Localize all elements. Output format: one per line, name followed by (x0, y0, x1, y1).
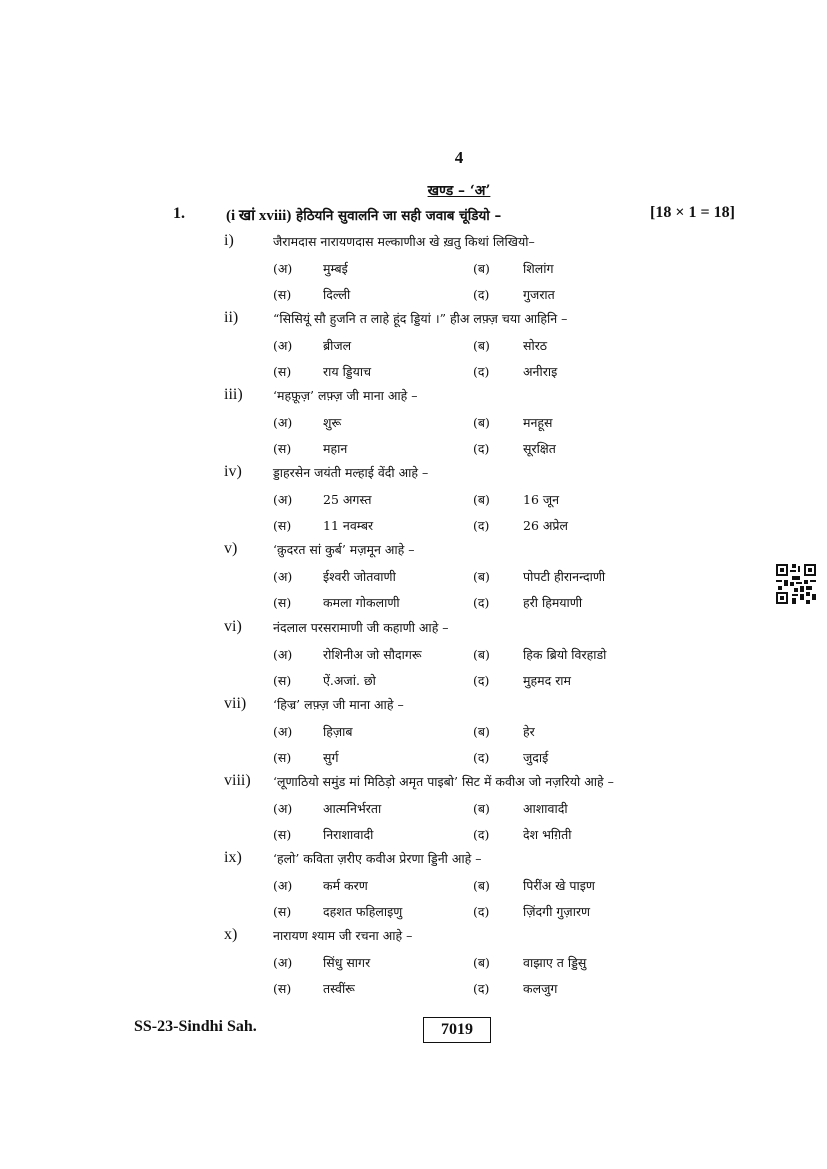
option-label: (ब) (473, 723, 490, 739)
option-label: (स) (273, 518, 292, 534)
option-text: पिरींअ खे पाइण (523, 877, 595, 893)
option-text: वाझाए त ड्डिसु (523, 954, 587, 970)
option-text: हिक ब्रियो विरहाडो (523, 646, 607, 662)
option-label: (स) (273, 595, 292, 611)
subquestion-number: ii) (224, 309, 239, 327)
subquestion (0, 618, 827, 696)
subquestion-text: ‘महफ़ूज़’ लफ़्ज़ जी माना आहे – (273, 388, 418, 404)
option-label: (द) (473, 826, 490, 842)
option-text: ज़िंदगी गुज़ारण (523, 903, 591, 919)
subquestion (0, 926, 827, 1004)
option-label: (स) (273, 672, 292, 688)
subquestion (0, 772, 827, 850)
option-label: (अ) (273, 723, 293, 739)
option-label: (स) (273, 826, 292, 842)
option-label: (अ) (273, 569, 293, 585)
subquestion-number: v) (224, 540, 238, 558)
option-text: सिंधु सागर (323, 954, 371, 970)
section-title (0, 181, 827, 200)
option-text: दहशत फहिलाइणु (323, 903, 403, 919)
subquestion (0, 463, 827, 541)
option-text: सूरक्षित (523, 441, 556, 457)
paper-number-box: 7019 (423, 1017, 491, 1043)
subquestion-number: ix) (224, 848, 242, 866)
subquestion-text: नारायण श्याम जी रचना आहे – (273, 927, 413, 943)
option-label: (ब) (473, 492, 490, 508)
option-label: (अ) (273, 646, 293, 662)
option-text: 16 जून (523, 492, 560, 508)
option-label: (द) (473, 595, 490, 611)
subquestion-number: i) (224, 232, 234, 249)
subquestion (0, 386, 827, 464)
option-text: मुम्बई (323, 261, 348, 276)
option-label: (द) (473, 287, 490, 302)
subquestion-number: vi) (224, 617, 242, 635)
option-text: तस्वींरू (323, 980, 355, 996)
option-label: (स) (273, 749, 292, 765)
instruction-range: (i खां xviii) (226, 208, 292, 224)
option-text: शिलांग (523, 261, 554, 276)
subquestion-number: iii) (224, 386, 243, 404)
option-text: देश भग़िती (523, 826, 572, 842)
option-label: (अ) (273, 338, 293, 354)
option-text: निराशावादी (323, 826, 374, 842)
subquestion-text: नंदलाल परसरामाणी जी कहाणी आहे – (273, 619, 449, 635)
option-label: (स) (273, 980, 292, 996)
subquestion (0, 309, 827, 387)
option-text: जुदाई (523, 749, 549, 765)
subquestion-text: ‘हलो’ कविता ज़रीए कवीअ प्रेरणा ड्डिनी आहे – (273, 850, 482, 866)
subquestion-number: x) (224, 925, 238, 943)
option-label: (ब) (473, 261, 490, 276)
subquestion-text: ‘क़ुदरत सां कुर्ब’ मज़मून आहे – (273, 542, 415, 558)
option-label: (द) (473, 518, 490, 534)
option-label: (द) (473, 364, 490, 380)
option-text: मनहूस (523, 415, 553, 431)
option-label: (अ) (273, 800, 293, 816)
option-text: हिज़ाब (323, 723, 353, 739)
option-label: (अ) (273, 261, 293, 276)
instruction-text: हेठियनि सुवालनि जा सही जवाब चूंडियो – (291, 208, 502, 224)
subquestion-text: ‘लूणाठियो समुंड मां मिठिड़ो अमृत पाइबो’ सिट में कवीअ जो नज़रियो आहे – (273, 773, 614, 789)
subquestion-text: “सिसियूं सौ हुजनि त लाहे हूंद ड्डियां ।” हीअ लफ़्ज़ चया आहिनि – (273, 311, 568, 327)
option-label: (द) (473, 980, 490, 996)
option-text: अनीराइ (523, 364, 558, 380)
option-text: ऐं.अजां. छो (323, 672, 376, 688)
subquestion-number: vii) (224, 694, 247, 712)
option-label: (अ) (273, 877, 293, 893)
subquestion (0, 540, 827, 618)
option-label: (स) (273, 287, 292, 302)
option-text: 25 अगस्त (323, 492, 372, 508)
option-text: महान (323, 441, 348, 457)
option-label: (अ) (273, 954, 293, 970)
subquestion (0, 849, 827, 927)
option-label: (ब) (473, 954, 490, 970)
option-text: हेर (523, 723, 535, 739)
option-label: (द) (473, 441, 490, 457)
option-label: (स) (273, 364, 292, 380)
subquestion-number: viii) (224, 771, 251, 789)
subquestion (0, 695, 827, 773)
option-label: (ब) (473, 646, 490, 662)
subquestion-text: ड्डाहरसेन जयंती मल्हाई वेंदी आहे – (273, 465, 429, 481)
question-instruction (226, 205, 501, 225)
subquestion (0, 232, 827, 310)
page-number: 4 (454, 148, 464, 167)
option-text: 26 अप्रेल (523, 518, 569, 534)
question-number: 1. (173, 205, 185, 222)
option-text: शुरू (323, 415, 342, 431)
option-label: (स) (273, 903, 292, 919)
option-label: (ब) (473, 415, 490, 431)
option-text: मुहमद राम (523, 672, 572, 688)
section-title-text: खण्ड – ‘अ’ (427, 183, 491, 199)
option-label: (ब) (473, 569, 490, 585)
footer-code: SS-23-Sindhi Sah. (134, 1018, 257, 1035)
option-text: रोशिनीअ जो सौदागरू (323, 646, 422, 662)
option-label: (स) (273, 441, 292, 457)
option-text: आत्मनिर्भरता (323, 800, 382, 816)
option-text: गुजरात (523, 287, 555, 302)
marks-label: [18 × 1 = 18] (650, 204, 735, 221)
option-label: (द) (473, 903, 490, 919)
option-text: राय ड्डियाच (323, 364, 372, 380)
option-text: ब्रीजल (323, 338, 352, 354)
option-text: कमला गोकलाणी (323, 595, 400, 611)
option-text: सुर्ग (323, 749, 339, 765)
option-label: (द) (473, 749, 490, 765)
subquestion-number: iv) (224, 463, 242, 481)
option-text: आशावादी (523, 800, 568, 816)
option-text: 11 नवम्बर (323, 518, 374, 534)
option-label: (ब) (473, 877, 490, 893)
option-text: सोरठ (523, 338, 548, 354)
option-text: हरी हिमयाणी (523, 595, 583, 611)
subquestion-text: जैरामदास नारायणदास मल्काणीअ खे ख़तु किथां लिखियो– (273, 234, 535, 249)
option-text: ईश्वरी जोतवाणी (323, 569, 396, 585)
option-label: (ब) (473, 338, 490, 354)
option-text: कर्म करण (323, 877, 368, 893)
option-text: कलजुग (523, 980, 558, 996)
option-label: (अ) (273, 415, 293, 431)
option-text: दिल्ली (323, 287, 351, 302)
option-label: (अ) (273, 492, 293, 508)
option-label: (द) (473, 672, 490, 688)
qr-code-icon (776, 564, 816, 604)
option-text: पोपटी हीरानन्दाणी (523, 569, 606, 585)
subquestion-text: ‘हिज्र’ लफ़्ज़ जी माना आहे – (273, 696, 404, 712)
option-label: (ब) (473, 800, 490, 816)
